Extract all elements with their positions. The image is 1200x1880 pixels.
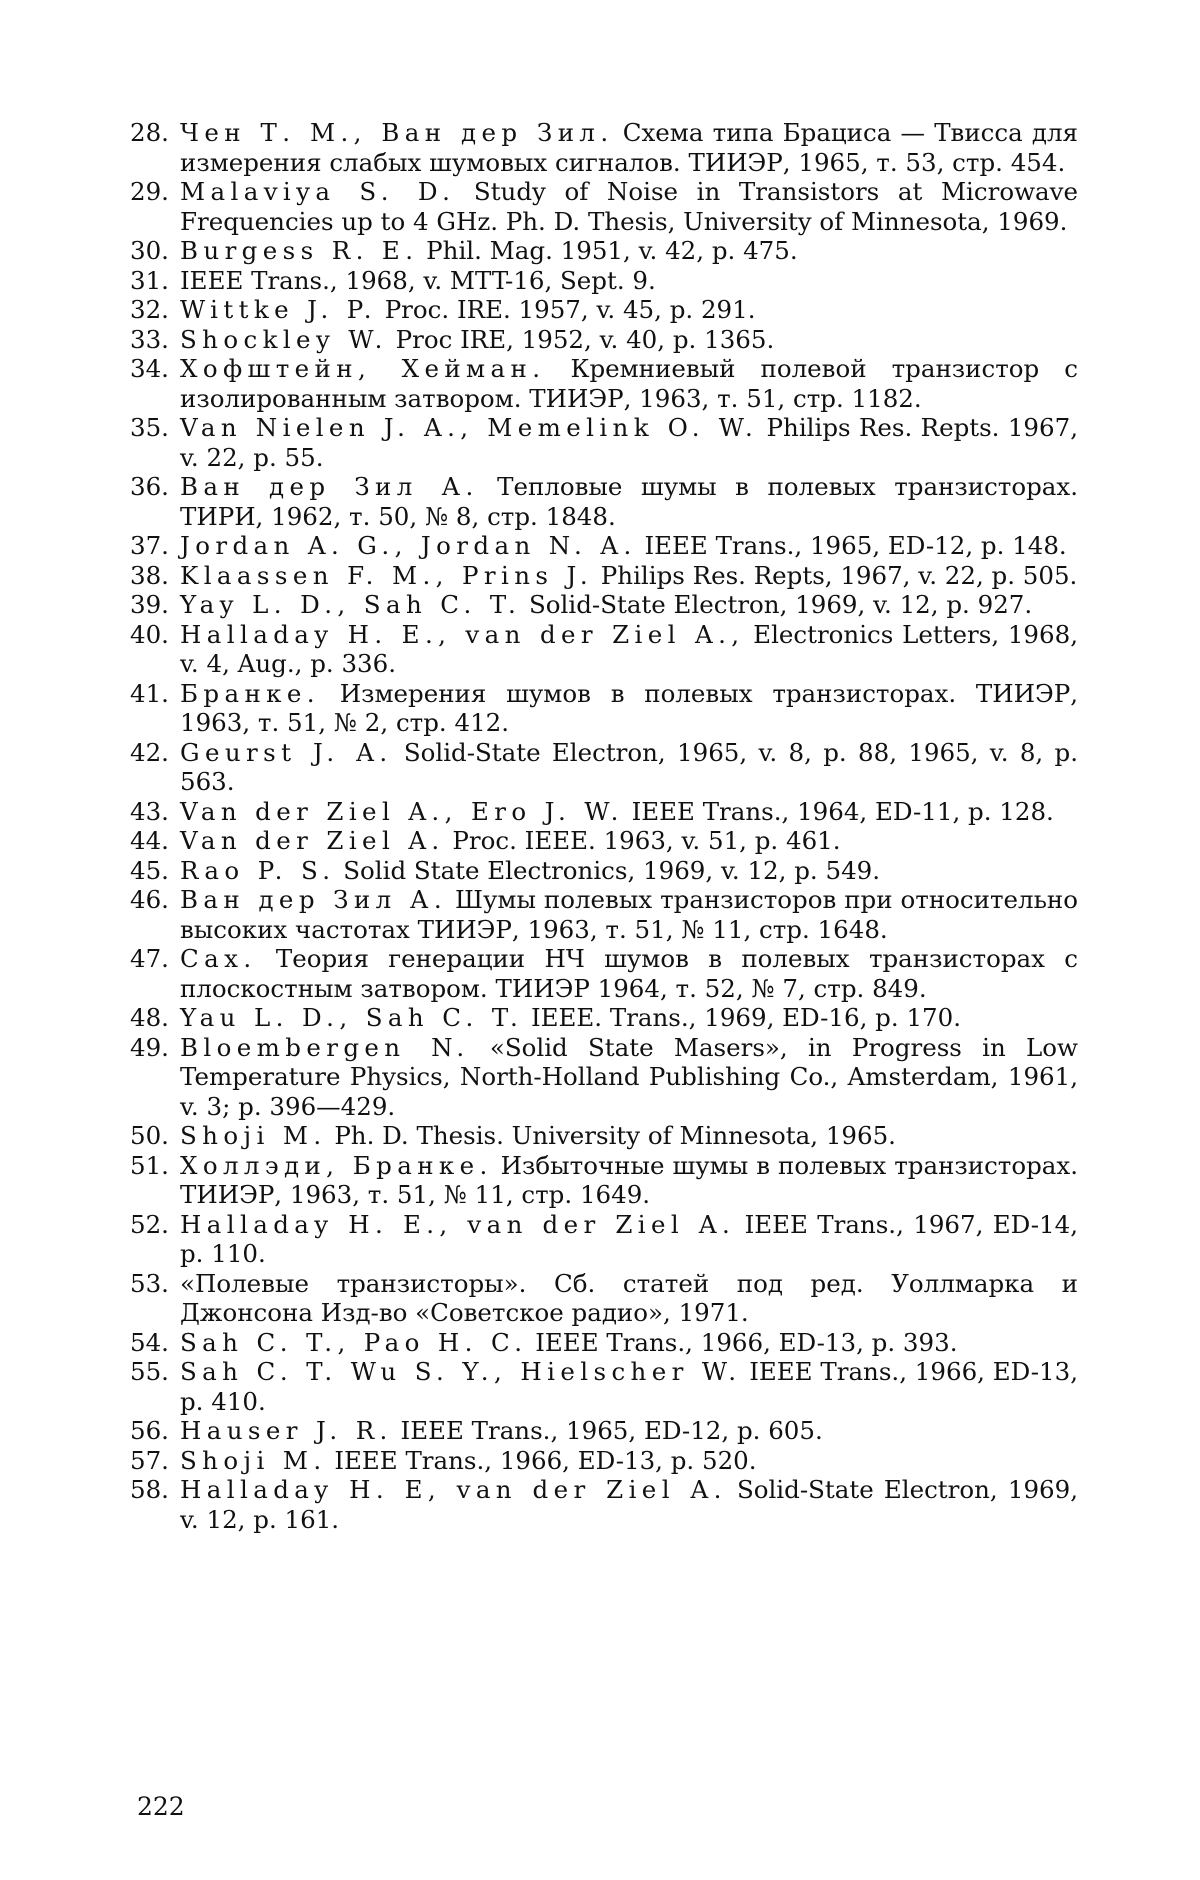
reference-details: «Полевые транзисторы». Сб. статей под ред. Уоллмарка и Джонсона Изд-во «Советское радио», 1971. [180, 1268, 1078, 1327]
reference-number: 46. [130, 885, 169, 914]
reference-author: Shoji M. [180, 1445, 327, 1475]
reference-details: Тепловые шумы в полевых транзисторах. ТИРИ, 1962, т. 50, № 8, стр. 1848. [180, 472, 1078, 531]
reference-item [130, 1357, 1078, 1416]
reference-item [130, 1033, 1078, 1122]
reference-text [180, 177, 1078, 236]
reference-details: Electronics Letters, 1968, v. 4, Aug., p. 336. [180, 619, 1078, 678]
reference-item [130, 266, 1078, 296]
reference-details: Ph. D. Thesis. University of Minnesota, 1965. [326, 1121, 896, 1150]
reference-author: Bloembergen N. [180, 1032, 470, 1062]
reference-author: Yau L. D., Sah C. T. [180, 1003, 524, 1032]
reference-details: Study of Noise in Transistors at Microwave Frequencies up to 4 GHz. Ph. D. Thesis, University of Minnesota, 1969. [180, 177, 1078, 236]
reference-item [130, 1210, 1078, 1269]
reference-item [130, 944, 1078, 1003]
reference-text [180, 561, 1078, 591]
reference-number: 31. [130, 265, 169, 295]
reference-item [130, 620, 1078, 679]
reference-number: 34. [130, 354, 169, 383]
reference-number: 53. [130, 1268, 169, 1298]
page-number: 222 [137, 1792, 185, 1821]
reference-text [180, 236, 1078, 266]
reference-text [180, 944, 1078, 1003]
reference-text [180, 1003, 1078, 1033]
reference-details: IEEE Trans., 1965, ED-12, p. 148. [636, 531, 1067, 560]
reference-details: Solid-State Electron, 1969, v. 12, p. 927. [521, 590, 1033, 619]
reference-number: 36. [130, 472, 169, 501]
reference-number: 52. [130, 1209, 169, 1239]
reference-author: Wittke J. P. [180, 295, 377, 324]
reference-details: IEEE Trans., 1968, v. MTT-16, Sept. 9. [180, 265, 656, 295]
reference-text [180, 1357, 1078, 1416]
reference-text [180, 590, 1078, 620]
reference-number: 29. [130, 177, 169, 206]
reference-text [180, 885, 1078, 944]
reference-number: 45. [130, 855, 169, 885]
reference-item [130, 531, 1078, 561]
reference-item [130, 1269, 1078, 1328]
reference-details: IEEE Trans., 1965, ED-12, p. 605. [392, 1416, 823, 1445]
reference-text [180, 472, 1078, 531]
reference-number: 42. [130, 737, 169, 767]
reference-text [180, 797, 1078, 827]
reference-number: 44. [130, 826, 169, 855]
reference-details: Solid-State Electron, 1969, v. 12, p. 161. [180, 1475, 1078, 1534]
reference-author: Ван дер Зил А. [180, 885, 448, 914]
reference-author: Холлэди, Бранке. [180, 1150, 493, 1180]
reference-number: 47. [130, 944, 169, 973]
reference-text [180, 118, 1078, 177]
reference-author: Shoji M. [180, 1121, 327, 1150]
reference-number: 32. [130, 295, 169, 324]
reference-author: Ван дер Зил А. [180, 472, 479, 501]
reference-text [180, 531, 1078, 561]
reference-author: Halladay H. E., van der Ziel A. [180, 1209, 736, 1239]
reference-author: Klaassen F. M., Prins J. [180, 560, 594, 590]
reference-text [180, 826, 1078, 856]
reference-author: Halladay H. E., van der Ziel A., [180, 619, 745, 649]
reference-author: Shockley W. [180, 324, 388, 354]
reference-author: Jordan A. G., Jordan N. A. [180, 531, 637, 560]
reference-text [180, 679, 1078, 738]
reference-text [180, 1446, 1078, 1476]
reference-text [180, 413, 1078, 472]
reference-text [180, 1269, 1078, 1328]
reference-number: 51. [130, 1150, 169, 1180]
reference-details: Кремниевый полевой транзистор с изолированным затвором. ТИИЭР, 1963, т. 51, стр. 1182. [180, 354, 1078, 413]
reference-details: Измерения шумов в полевых транзисторах. ТИИЭР, 1963, т. 51, № 2, стр. 412. [180, 678, 1078, 737]
reference-number: 58. [130, 1475, 169, 1504]
reference-details: IEEE Trans., 1966, ED-13, p. 520. [326, 1445, 757, 1475]
reference-number: 40. [130, 619, 169, 649]
reference-author: Хофштейн, Хейман. [180, 354, 546, 383]
reference-item [130, 738, 1078, 797]
reference-author: Van Nielen J. A., Memelink O. W. [180, 413, 759, 442]
reference-details: «Solid State Masers», in Progress in Low Temperature Physics, North-Holland Publishing Co., Amsterdam, 1961, v. 3; p. 396—429. [180, 1032, 1078, 1121]
reference-item [130, 1151, 1078, 1210]
reference-details: Proc. IRE. 1957, v. 45, p. 291. [376, 295, 756, 324]
reference-text [180, 1328, 1078, 1358]
reference-author: Geurst J. A. [180, 737, 393, 767]
reference-details: Шумы полевых транзисторов при относительно высоких частотах ТИИЭР, 1963, т. 51, № 11, стр. 1648. [180, 885, 1078, 944]
reference-details: IEEE Trans., 1966, ED-13, p. 393. [527, 1327, 958, 1357]
reference-item [130, 561, 1078, 591]
reference-item [130, 472, 1078, 531]
reference-number: 57. [130, 1445, 169, 1475]
reference-details: Proc. IEEE. 1963, v. 51, p. 461. [444, 826, 841, 855]
reference-details: Схема типа Брациса — Твисса для измерения слабых шумовых сигналов. ТИИЭР, 1965, т. 53, стр. 454. [180, 118, 1078, 177]
reference-item [130, 856, 1078, 886]
reference-text [180, 295, 1078, 325]
reference-details: Solid State Electronics, 1969, v. 12, p. 549. [335, 855, 881, 885]
reference-item [130, 1416, 1078, 1446]
reference-details: IEEE Trans., 1964, ED-11, p. 128. [623, 796, 1054, 826]
reference-item [130, 1475, 1078, 1534]
reference-text [180, 354, 1078, 413]
reference-item [130, 1446, 1078, 1476]
reference-details: Philips Res. Repts. 1967, v. 22, p. 55. [180, 413, 1078, 472]
reference-item [130, 885, 1078, 944]
reference-text [180, 1151, 1078, 1210]
reference-item [130, 679, 1078, 738]
reference-details: IEEE Trans., 1966, ED-13, p. 410. [180, 1357, 1078, 1416]
reference-item [130, 1003, 1078, 1033]
reference-item [130, 295, 1078, 325]
reference-details: Solid-State Electron, 1965, v. 8, p. 88, 1965, v. 8, p. 563. [180, 737, 1078, 796]
reference-number: 41. [130, 678, 169, 708]
reference-text [180, 1416, 1078, 1446]
reference-text [180, 1475, 1078, 1534]
reference-number: 35. [130, 413, 169, 442]
reference-text [180, 325, 1078, 355]
reference-details: Philips Res. Repts, 1967, v. 22, p. 505. [593, 560, 1078, 590]
reference-details: Proc IRE, 1952, v. 40, p. 1365. [387, 324, 775, 354]
reference-number: 49. [130, 1032, 169, 1062]
reference-details: IEEE. Trans., 1969, ED-16, p. 170. [523, 1003, 961, 1032]
reference-number: 38. [130, 560, 169, 590]
reference-number: 28. [130, 118, 169, 147]
reference-text [180, 856, 1078, 886]
reference-author: Burgess R. E. [180, 236, 419, 265]
reference-list [130, 118, 1078, 1534]
reference-item [130, 236, 1078, 266]
reference-item [130, 826, 1078, 856]
reference-author: Rao P. S. [180, 855, 336, 885]
reference-number: 50. [130, 1121, 169, 1150]
reference-item [130, 354, 1078, 413]
reference-author: Чен Т. М., Ван дер Зил. [180, 118, 614, 147]
reference-author: Hauser J. R. [180, 1416, 393, 1445]
reference-text [180, 620, 1078, 679]
reference-details: IEEE Trans., 1967, ED-14, p. 110. [180, 1209, 1079, 1268]
reference-item [130, 797, 1078, 827]
reference-author: Halladay H. E, van der Ziel A. [180, 1475, 727, 1504]
reference-number: 33. [130, 324, 169, 354]
reference-item [130, 118, 1078, 177]
reference-text [180, 266, 1078, 296]
reference-item [130, 413, 1078, 472]
reference-details: Phil. Mag. 1951, v. 42, p. 475. [418, 236, 798, 265]
reference-details: Избыточные шумы в полевых транзисторах. ТИИЭР, 1963, т. 51, № 11, стр. 1649. [180, 1150, 1079, 1209]
reference-author: Yay L. D., Sah C. T. [180, 590, 522, 619]
reference-number: 30. [130, 236, 169, 265]
reference-details: Теория генерации НЧ шумов в полевых транзисторах с плоскостным затвором. ТИИЭР 1964, т. 52, № 7, стр. 849. [180, 944, 1078, 1003]
reference-number: 43. [130, 796, 169, 826]
reference-item [130, 1121, 1078, 1151]
reference-item [130, 590, 1078, 620]
reference-item [130, 1328, 1078, 1358]
reference-number: 56. [130, 1416, 169, 1445]
reference-text [180, 1210, 1078, 1269]
reference-author: Van der Ziel A., Ero J. W. [180, 796, 624, 826]
reference-number: 39. [130, 590, 169, 619]
reference-author: Sah C. T. Wu S. Y., Hielscher W. [180, 1357, 742, 1386]
reference-item [130, 177, 1078, 236]
reference-text [180, 1033, 1078, 1122]
reference-number: 55. [130, 1357, 169, 1386]
reference-number: 37. [130, 531, 169, 560]
reference-author: Сах. [180, 944, 257, 973]
reference-author: Van der Ziel A. [180, 826, 445, 855]
reference-text [180, 738, 1078, 797]
reference-author: Malaviya S. D. [180, 177, 456, 206]
reference-number: 48. [130, 1003, 169, 1032]
reference-number: 54. [130, 1327, 169, 1357]
reference-text [180, 1121, 1078, 1151]
reference-item [130, 325, 1078, 355]
reference-author: Sah C. T., Pao H. C. [180, 1327, 528, 1357]
reference-author: Бранке. [180, 678, 320, 708]
